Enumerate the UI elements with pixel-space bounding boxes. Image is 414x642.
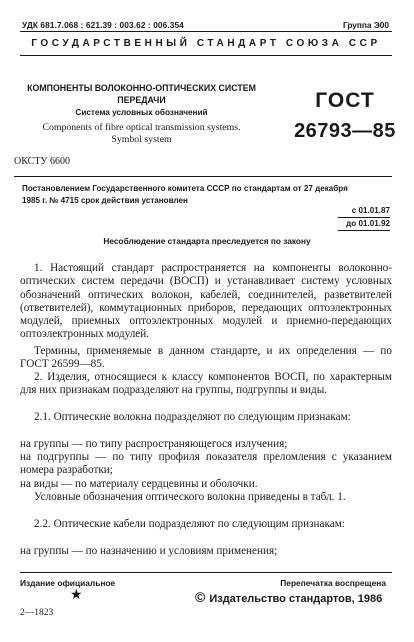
- state-standard-heading: ГОСУДАРСТВЕННЫЙ СТАНДАРТ СОЮЗА ССР: [31, 38, 381, 49]
- title-english-line-1: Components of fibre optical transmission systems.: [42, 122, 241, 133]
- title-line-2: ПЕРЕДАЧИ: [117, 95, 166, 105]
- copyright-icon: ©: [195, 589, 206, 605]
- okstu-rule: [14, 176, 392, 177]
- print-code: 2—1823: [20, 608, 54, 618]
- paragraph-fibre-groups: на группы — по типу распространяющегося излучения;: [20, 438, 288, 450]
- title-subtitle: Система условных обозначений: [75, 108, 208, 117]
- paragraph-cable-groups: на группы — по назначению и условиям применения;: [20, 545, 278, 557]
- gost-number: 26793—85: [294, 120, 396, 142]
- heading-rule: [20, 55, 392, 56]
- reprint-prohibited: Перепечатка воспрещена: [280, 578, 386, 588]
- validity-to: до 01.01.92: [346, 219, 390, 228]
- paragraph-terms: Термины, применяемые в данном стандарте, и их определения — по ГОСТ 26599—85.: [20, 345, 392, 371]
- publisher-name: Издательство стандартов, 1986: [209, 593, 383, 605]
- gost-label: ГОСТ: [315, 89, 375, 112]
- paragraph-fibre-types: на виды — по материалу сердцевины и оболочки.: [20, 478, 258, 490]
- star-icon: ★: [70, 588, 83, 603]
- publisher-copyright: [195, 589, 382, 605]
- title-line-1: КОМПОНЕНТЫ ВОЛОКОННО-ОПТИЧЕСКИХ СИСТЕМ: [27, 83, 256, 93]
- paragraph-fibres: 2.1. Оптические волокна подразделяют по следующим признакам:: [34, 411, 351, 423]
- paragraph-fibre-table: Условные обозначения оптического волокна приведены в табл. 1.: [34, 491, 346, 503]
- official-edition: Издание официальное: [20, 578, 116, 588]
- top-rule: [20, 31, 392, 32]
- udk-code: УДК 681.7.068 : 621.39 : 003.62 : 006.354: [22, 20, 184, 30]
- validity-from: с 01.01.87: [351, 206, 390, 215]
- decree-line-2: 1985 г. № 4715 срок действия установлен: [22, 196, 188, 205]
- validity-rule-1: [338, 217, 390, 218]
- paragraph-fibre-subgroups: на подгруппы — по типу профиля показателя преломления с указанием номера разработки;: [20, 451, 392, 477]
- paragraph-cables: 2.2. Оптические кабели подразделяют по следующим признакам:: [34, 518, 345, 530]
- footer-rule: [20, 572, 392, 573]
- decree-line-1: Постановлением Государственного комитета СССР по стандартам от 27 декабря: [22, 184, 348, 193]
- paragraph-classification: 2. Изделия, относящиеся к классу компонентов ВОСП, по характерным для них признакам подразделяют на группы, подгруппы и виды.: [20, 371, 392, 397]
- validity-rule-2: [338, 230, 390, 231]
- title-english-line-2: Symbol system: [111, 134, 172, 145]
- paragraph-scope: 1. Настоящий стандарт распространяется на компоненты волоконно-оптических систем передачи (ВОСП) и устанавливает систему условных обозначений оптических волокон, кабелей, соединителей, разветвителей (ответвителей), коммутационных приборов, передающих оптоэлектронных модулей, приемных оптоэлектронных модулей и приемно-передающих оптоэлектронных модулей.: [20, 262, 392, 341]
- okstu-code: ОКСТУ 6600: [14, 156, 71, 167]
- violation-notice: Несоблюдение стандарта преследуется по закону: [103, 236, 311, 246]
- group-code: Группа Э00: [342, 20, 389, 30]
